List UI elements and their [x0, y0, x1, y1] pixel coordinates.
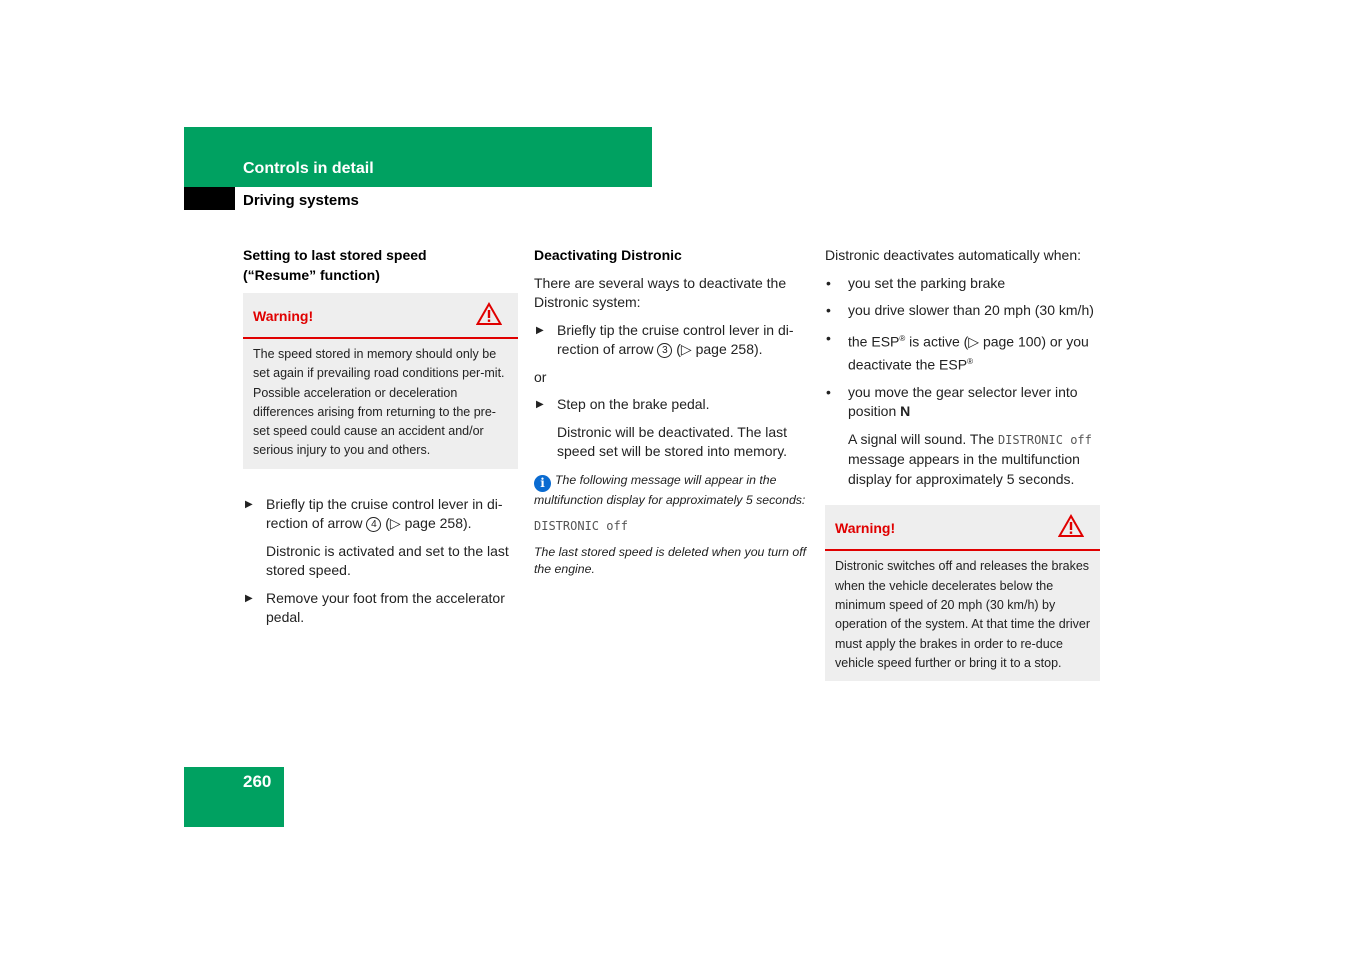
- warning-box: [825, 505, 1100, 681]
- step-arrow-icon: ▶: [536, 399, 544, 410]
- list-item: • you move the gear selector lever into position N: [826, 383, 1078, 420]
- step-note: Distronic is activated and set to the last stored speed.: [266, 542, 509, 579]
- info-icon: i: [534, 475, 551, 492]
- or-text: or: [534, 368, 547, 385]
- list-item: • the ESP® is active (▷ page 100) or you deactivate the ESP®: [826, 329, 1089, 373]
- info-note: i The following message will appear in the multifunction display for approximately 5 seconds:: [534, 472, 806, 507]
- deactivate-heading: Deactivating Distronic: [534, 247, 682, 263]
- arrow-number-badge: 4: [366, 517, 381, 532]
- warning-text: The speed stored in memory should only be set again if prevailing road conditions per-mit. Possible acceleration or deceleration differences arising from returning to the pre-set speed could cause an accident and/or serious injury to you and others.: [253, 347, 505, 458]
- warning-box: [243, 293, 518, 469]
- info-note-2: The last stored speed is deleted when you turn off the engine.: [534, 545, 807, 576]
- step-remove-foot: ▶ Remove your foot from the accelerator pedal.: [245, 589, 505, 626]
- subsection-title: Driving systems: [243, 192, 359, 209]
- auto-deactivate-intro: Distronic deactivates automatically when:: [825, 247, 1082, 263]
- arrow-number-badge: 3: [657, 343, 672, 358]
- signal-note: A signal will sound. The DISTRONIC off message appears in the multifunction display for approximately 5 seconds.: [848, 430, 1092, 487]
- warning-triangle-icon: [1058, 514, 1084, 538]
- section-tab-marker: [184, 187, 235, 210]
- warning-text: Distronic switches off and releases the brakes when the vehicle decelerates below the minimum speed of 20 mph (30 km/h) by operation of the system. At that time the driver must apply the brakes in order to re-duce vehicle speed further or bring it to a stop.: [835, 559, 1090, 670]
- step-resume-tip-lever: ▶ Briefly tip the cruise control lever in di-rection of arrow 4 (▷ page 258).: [245, 495, 503, 532]
- display-message: DISTRONIC off: [534, 518, 628, 533]
- list-item: • you drive slower than 20 mph (30 km/h): [826, 302, 1094, 318]
- step-note: Distronic will be deactivated. The last speed set will be stored into memory.: [557, 423, 788, 459]
- column-1: [243, 246, 518, 636]
- step-deactivate-tip-lever: ▶ Briefly tip the cruise control lever in di-rection of arrow 3 (▷ page 258).: [536, 321, 794, 357]
- column-2: [534, 246, 810, 586]
- warning-title: Warning!: [253, 308, 314, 324]
- column-3: [825, 246, 1100, 707]
- list-item: • you set the parking brake: [826, 274, 1006, 291]
- warning-header: [825, 505, 1100, 551]
- warning-triangle-icon: [476, 302, 502, 326]
- resume-heading: Setting to last stored speed (“Resume” function): [243, 247, 427, 283]
- step-arrow-icon: ▶: [245, 498, 253, 510]
- step-arrow-icon: ▶: [245, 592, 253, 604]
- section-title: Controls in detail: [243, 160, 374, 177]
- step-brake-pedal: ▶ Step on the brake pedal.: [534, 395, 810, 415]
- header-bar: [184, 127, 652, 187]
- warning-header: [243, 293, 518, 339]
- page-number: 260: [243, 772, 272, 791]
- warning-title: Warning!: [835, 520, 896, 537]
- step-arrow-icon: ▶: [536, 324, 544, 336]
- deactivate-intro: There are several ways to deactivate the Distronic system:: [534, 274, 787, 310]
